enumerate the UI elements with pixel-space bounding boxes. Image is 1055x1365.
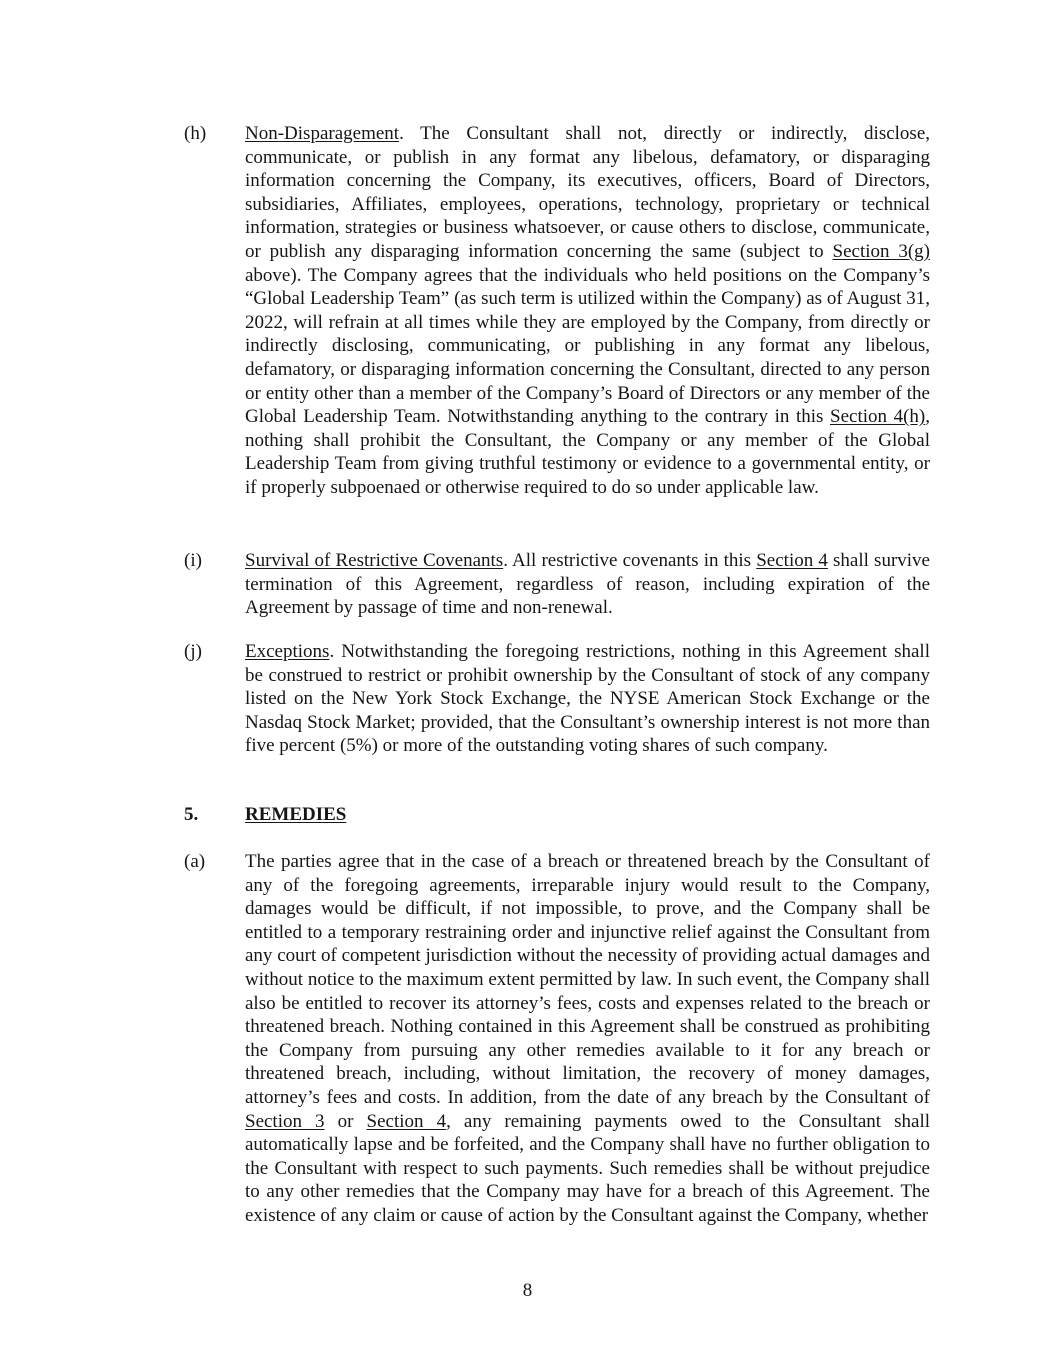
section-3-reference: Section 3 [245, 1110, 325, 1132]
section-4i-text-part1: . All restrictive covenants in this [503, 550, 757, 571]
section-4j-label: (j) [184, 641, 202, 662]
section-4-reference-2: Section 4 [366, 1110, 447, 1132]
section-4h-text-part1: . The Consultant shall not, directly or indirectly, disclose, communicate, or publish in any format any libelous, defamatory, or disparaging information concerning the Company, its executives, officers, Board of Directors, subsidiaries, Affiliates, employees, operations, technology, proprietary or technical information, strategies or business whatsoever, or cause others to disclose, communicate, or publish any disparaging information concerning the same (subject to [245, 123, 930, 262]
section-4h-paragraph [184, 122, 934, 500]
section-5-title: REMEDIES [245, 804, 347, 825]
section-4h-text-part3: , nothing shall prohibit the Consultant, the Company or any member of the Global Leadership Team from giving truthful testimony or evidence to a governmental entity, or if properly subpoenaed or otherwise required to do so under applicable law. [245, 406, 930, 498]
section-4j-paragraph [184, 640, 934, 758]
section-4j-text-part1: . Notwithstanding the foregoing restrictions, nothing in this Agreement shall be construed to restrict or prohibit ownership by the Consultant of stock of any company listed on the New York Stock Exchange, the NYSE American Stock Exchange or the Nasdaq Stock Market; provided, that the Consultant’s ownership interest is not more than five percent (5%) or more of the outstanding voting shares of such company. [245, 641, 930, 757]
page-number: 8 [522, 1280, 533, 1301]
section-5a-text [245, 850, 930, 1228]
section-4h-reference: Section 4(h) [830, 406, 926, 428]
section-4h-text-part2: above). The Company agrees that the individuals who held positions on the Company’s “Global Leadership Team” (as such term is utilized within the Company) as of August 31, 2022, will refrain at all times while they are employed by the Company, from directly or indirectly disclosing, communicating, or publishing in any format any libelous, defamatory, or disparaging information concerning the Consultant, directed to any person or entity other than a member of the Company’s Board of Directors or any member of the Global Leadership Team. Notwithstanding anything to the contrary in this [245, 264, 930, 428]
section-4h-label: (h) [184, 123, 207, 144]
section-4i-paragraph [184, 549, 934, 620]
section-3g-reference: Section 3(g) [832, 240, 930, 262]
section-4h-title: Non-Disparagement [245, 123, 400, 144]
section-4j-text [245, 640, 930, 758]
section-5-number: 5. [184, 804, 199, 825]
section-4i-title: Survival of Restrictive Covenants [245, 550, 504, 571]
section-5a-label: (a) [184, 851, 206, 872]
section-5a-text-part1: The parties agree that in the case of a breach or threatened breach by the Consultant of any of the foregoing agreements, irreparable injury would result to the Company, damages would be difficult, if not impossible, to prove, and the Company shall be entitled to a temporary restraining order and injunctive relief against the Consultant from any court of competent jurisdiction without the necessity of providing actual damages and without notice to the maximum extent permitted by law. In such event, the Company shall also be entitled to recover its attorney’s fees, costs and expenses related to the breach or threatened breach. Nothing contained in this Agreement shall be construed as prohibiting the Company from pursuing any other remedies available to it for any breach or threatened breach, including, without limitation, the recovery of money damages, attorney’s fees and costs. In addition, from the date of any breach by the Consultant of [245, 851, 930, 1108]
section-5a-text-part2: or [324, 1110, 367, 1132]
section-5a-text-part3: , any remaining payments owed to the Consultant shall automatically lapse and be forfeited, and the Company shall have no further obligation to the Consultant with respect to such payments. Such remedies shall be without prejudice to any other remedies that the Company may have for a breach of this Agreement. The existence of any claim or cause of action by the Consultant against the Company, whether [245, 1110, 931, 1226]
section-4i-text [245, 549, 930, 620]
section-4i-text-part2: shall survive termination of this Agreement, regardless of reason, including expiration of the Agreement by passage of time and non-renewal. [245, 550, 930, 619]
section-4-reference: Section 4 [756, 550, 828, 571]
section-5-heading [184, 803, 934, 827]
section-4h-text [245, 122, 930, 500]
section-4j-title: Exceptions [245, 641, 330, 662]
section-5a-paragraph [184, 850, 934, 1228]
section-4i-label: (i) [184, 550, 202, 571]
